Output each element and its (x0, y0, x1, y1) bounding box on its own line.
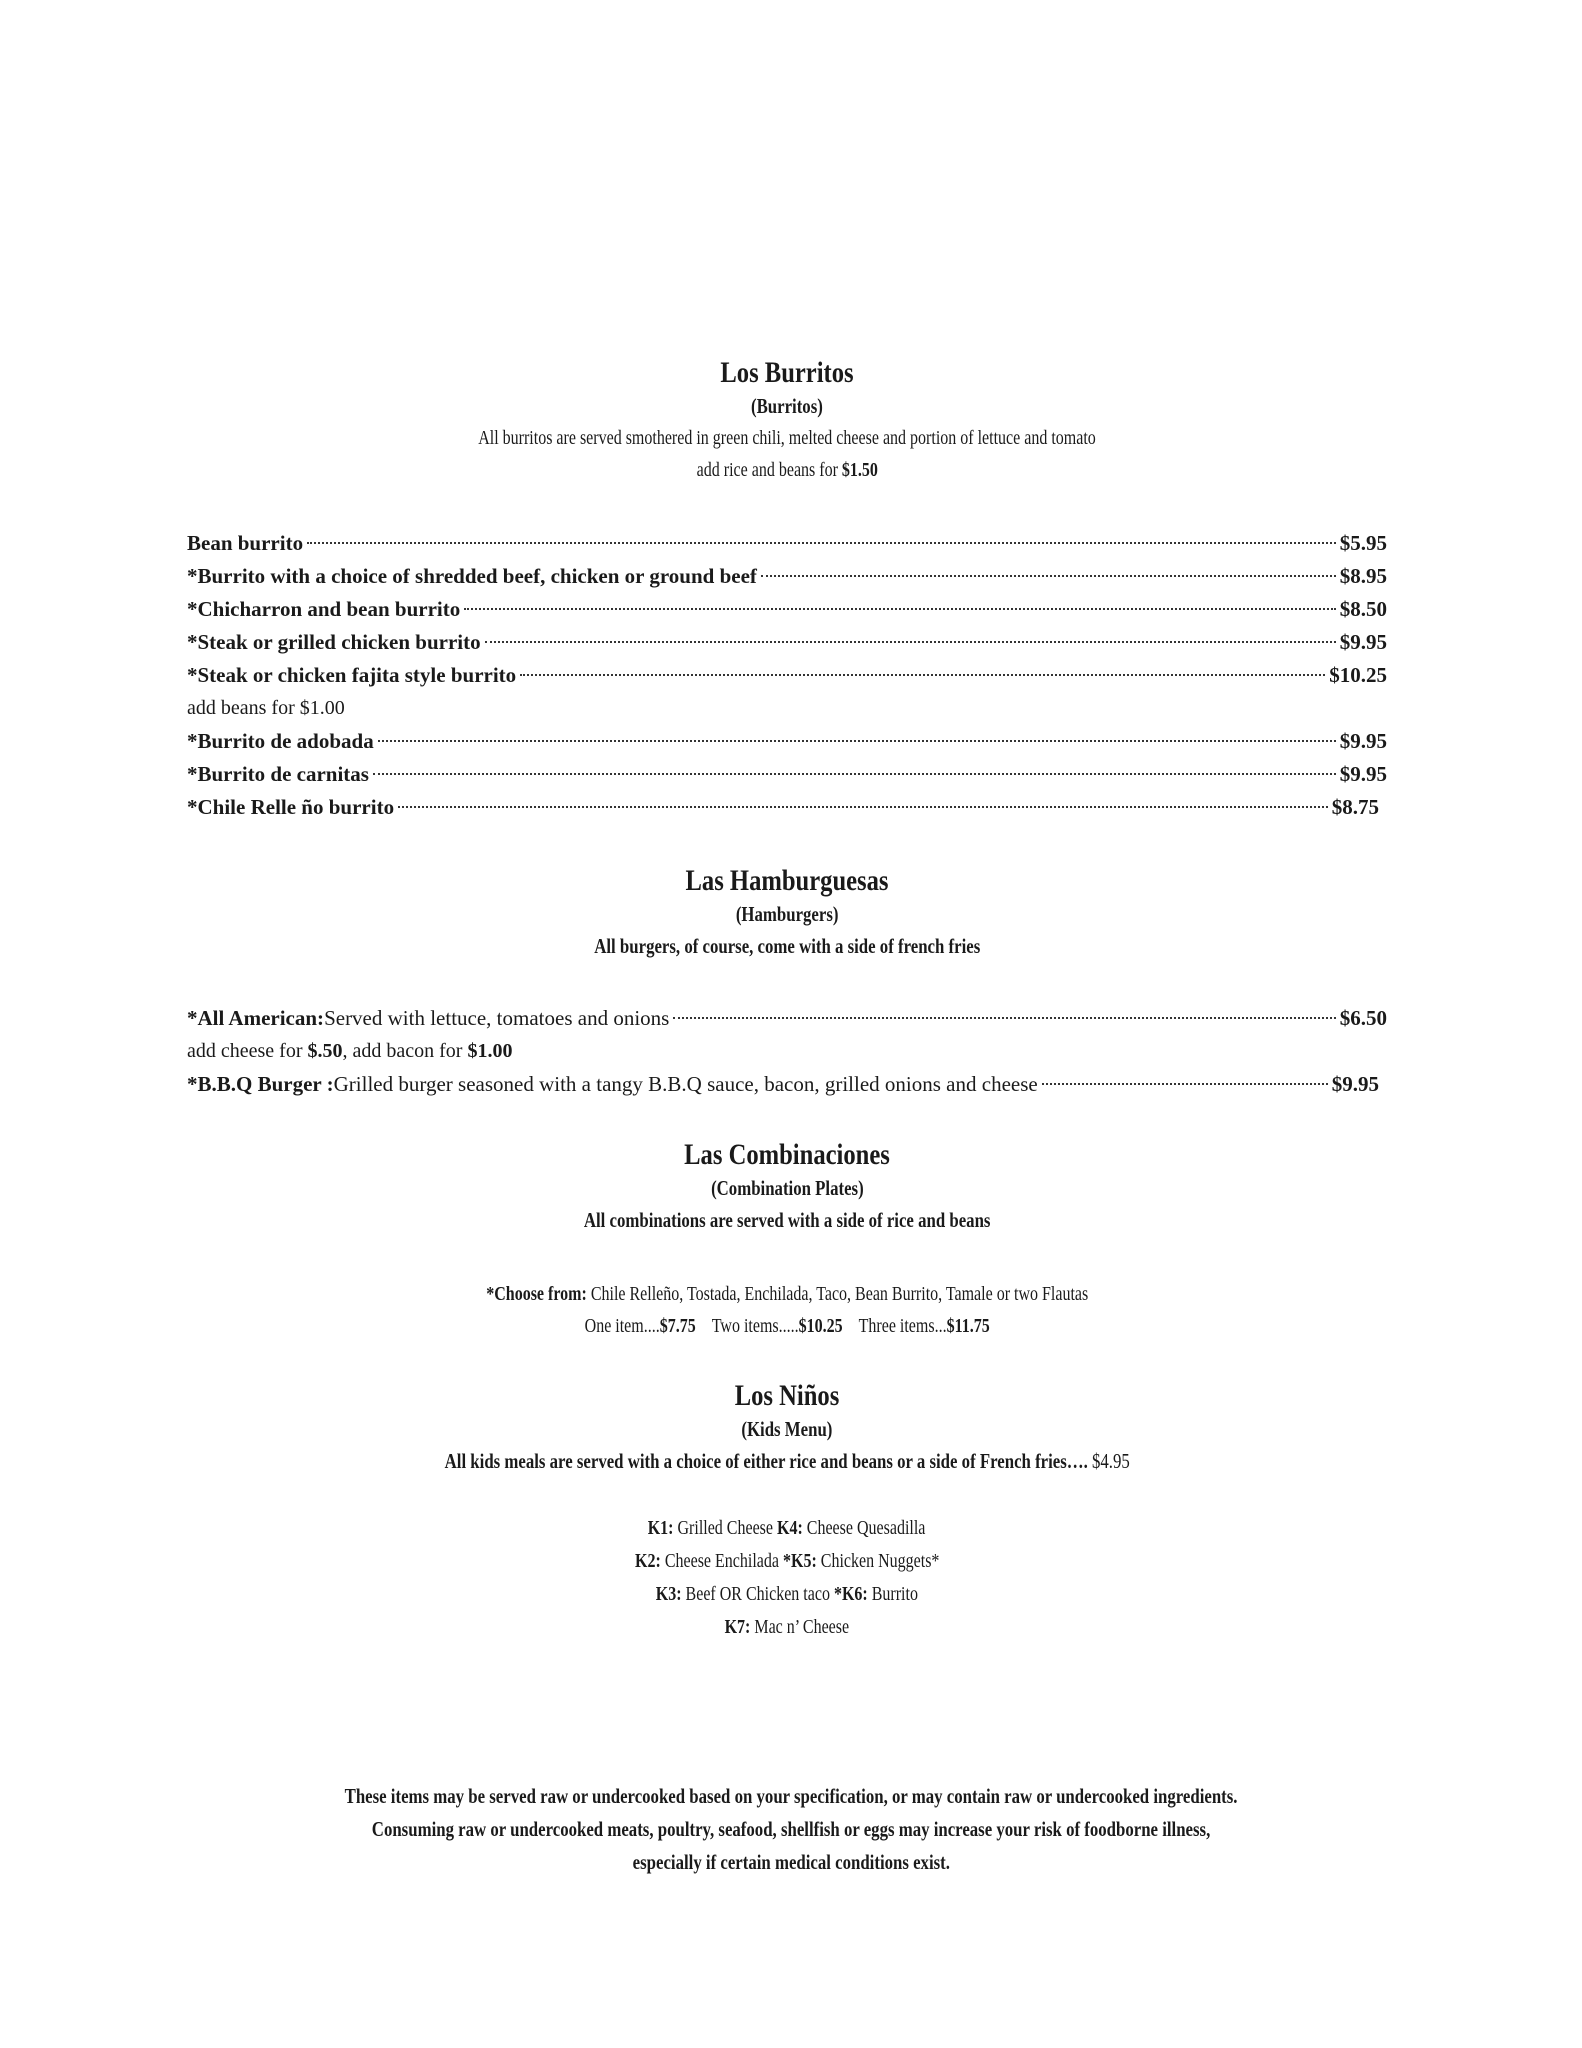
burritos-beans-note: add beans for $1.00 (187, 697, 345, 719)
item-price: $8.50 (1339, 597, 1387, 621)
dot-leader (520, 674, 1325, 676)
kids-price: $4.95 (1091, 1449, 1130, 1473)
item-name: *Steak or chicken fajita style burrito (187, 663, 517, 687)
note-text: add cheese for (187, 1040, 308, 1062)
kids-code: K7: (724, 1616, 751, 1638)
item-price: $8.75 (1331, 795, 1379, 819)
combinations-header (187, 1137, 1387, 1236)
combinations-prices (584, 1310, 989, 1342)
kids-item: Cheese Quesadilla (803, 1517, 926, 1539)
item-price: $9.95 (1339, 630, 1387, 654)
kids-line-3 (656, 1578, 918, 1611)
item-price: $10.25 (1329, 663, 1387, 687)
dot-leader (761, 575, 1336, 577)
item-description: Grilled burger seasoned with a tangy B.B.Q sauce, bacon, grilled onions and cheese (333, 1072, 1038, 1096)
menu-item (187, 725, 1387, 758)
kids-item: Beef OR Chicken taco (681, 1583, 835, 1605)
two-items-label: Two items..... (711, 1315, 799, 1337)
burritos-subtitle: (Burritos) (751, 394, 823, 418)
kids-subtitle: (Kids Menu) (741, 1417, 833, 1441)
menu-item (187, 560, 1387, 593)
item-price: $5.95 (1339, 531, 1387, 555)
kids-item: Mac n’ Cheese (750, 1616, 850, 1638)
dot-leader (373, 773, 1336, 775)
menu-item (187, 527, 1387, 560)
kids-options (187, 1512, 1387, 1644)
dot-leader (464, 608, 1336, 610)
item-name: *Steak or grilled chicken burrito (187, 630, 481, 654)
hamburgers-list (187, 1002, 1387, 1101)
item-name: *B.B.Q Burger : (187, 1072, 334, 1096)
menu-item (187, 791, 1379, 824)
kids-code: K2: (634, 1550, 661, 1572)
kids-code: K3: (655, 1583, 682, 1605)
item-price: $9.95 (1339, 729, 1387, 753)
disclaimer-line-1: These items may be served raw or undercooked based on your specification, or may contain raw or undercooked ingredients. (344, 1784, 1238, 1808)
kids-description (444, 1445, 1129, 1477)
hamburgers-header (187, 863, 1387, 962)
kids-code: K4: (777, 1517, 804, 1539)
note-price: $1.00 (467, 1040, 513, 1062)
menu-item (187, 593, 1387, 626)
item-price: $6.50 (1339, 1006, 1387, 1030)
burritos-description: All burritos are served smothered in green chili, melted cheese and portion of lettuce and tomato (478, 427, 1096, 449)
hamburgers-description: All burgers, of course, come with a side of french fries (593, 934, 981, 958)
hamburgers-addon-note (187, 1035, 1387, 1068)
disclaimer-line-2: Consuming raw or undercooked meats, poultry, seafood, shellfish or eggs may increase your risk of foodborne illness, (371, 1817, 1211, 1841)
item-price: $9.95 (1339, 762, 1387, 786)
addon-text: add rice and beans for (696, 459, 842, 481)
kids-line-4 (725, 1611, 850, 1644)
item-name: *Chile Relle ño burrito (187, 795, 395, 819)
kids-code: *K6: (834, 1583, 868, 1605)
hamburgers-title: Las Hamburguesas (685, 864, 889, 897)
one-item-price: $7.75 (659, 1315, 696, 1337)
dot-leader (378, 740, 1336, 742)
burritos-addon-note (696, 454, 877, 486)
kids-item: Burrito (867, 1583, 919, 1605)
item-name: *Chicharron and bean burrito (187, 597, 461, 621)
three-items-price: $11.75 (946, 1315, 990, 1337)
kids-line-1 (648, 1512, 926, 1545)
kids-line-2 (635, 1545, 939, 1578)
menu-item (187, 758, 1387, 791)
health-disclaimer (141, 1780, 1441, 1879)
dot-leader (485, 641, 1336, 643)
menu-item (187, 659, 1387, 692)
addon-price: $1.50 (841, 459, 878, 481)
burritos-list (187, 527, 1387, 824)
kids-header (187, 1378, 1387, 1477)
one-item-label: One item.... (584, 1315, 660, 1337)
three-items-label: Three items... (858, 1315, 947, 1337)
item-price: $9.95 (1331, 1072, 1379, 1096)
combinations-description: All combinations are served with a side of rice and beans (583, 1208, 991, 1232)
item-name: *Burrito de carnitas (187, 762, 369, 786)
item-price: $8.95 (1339, 564, 1387, 588)
dot-leader (307, 542, 1336, 544)
kids-title: Los Niños (734, 1379, 840, 1412)
disclaimer-line-3: especially if certain medical conditions exist. (632, 1850, 950, 1874)
item-name: *Burrito de adobada (187, 729, 374, 753)
kids-item: Chicken Nuggets* (816, 1550, 940, 1572)
item-name: Bean burrito (187, 531, 304, 555)
kids-item: Grilled Cheese (673, 1517, 778, 1539)
combinations-title: Las Combinaciones (684, 1138, 890, 1171)
kids-code: *K5: (782, 1550, 817, 1572)
hamburgers-subtitle: (Hamburgers) (735, 902, 839, 926)
kids-code: K1: (648, 1517, 674, 1539)
kids-item: Cheese Enchilada (660, 1550, 783, 1572)
item-description: Served with lettuce, tomatoes and onions (324, 1006, 670, 1030)
menu-item (187, 626, 1387, 659)
dot-leader (673, 1017, 1335, 1019)
burritos-title: Los Burritos (720, 356, 854, 389)
combinations-choose-line (486, 1278, 1088, 1310)
item-name: *Burrito with a choice of shredded beef, chicken or ground beef (187, 564, 757, 588)
burritos-header (187, 355, 1387, 486)
dot-leader (398, 806, 1328, 808)
dot-leader (1042, 1083, 1328, 1085)
two-items-price: $10.25 (798, 1315, 843, 1337)
item-name: *All American: (187, 1006, 325, 1030)
note-price: $.50 (307, 1040, 343, 1062)
menu-item (187, 1068, 1379, 1101)
choose-list: Chile Relleño, Tostada, Enchilada, Taco, Bean Burrito, Tamale or two Flautas (586, 1283, 1088, 1305)
kids-desc-text: All kids meals are served with a choice of either rice and beans or a side of French fries…. (444, 1449, 1092, 1473)
combinations-choices (187, 1278, 1387, 1342)
choose-label: *Choose from: (485, 1283, 587, 1305)
combinations-subtitle: (Combination Plates) (710, 1176, 864, 1200)
note-text: , add bacon for (342, 1040, 468, 1062)
menu-item (187, 1002, 1387, 1035)
